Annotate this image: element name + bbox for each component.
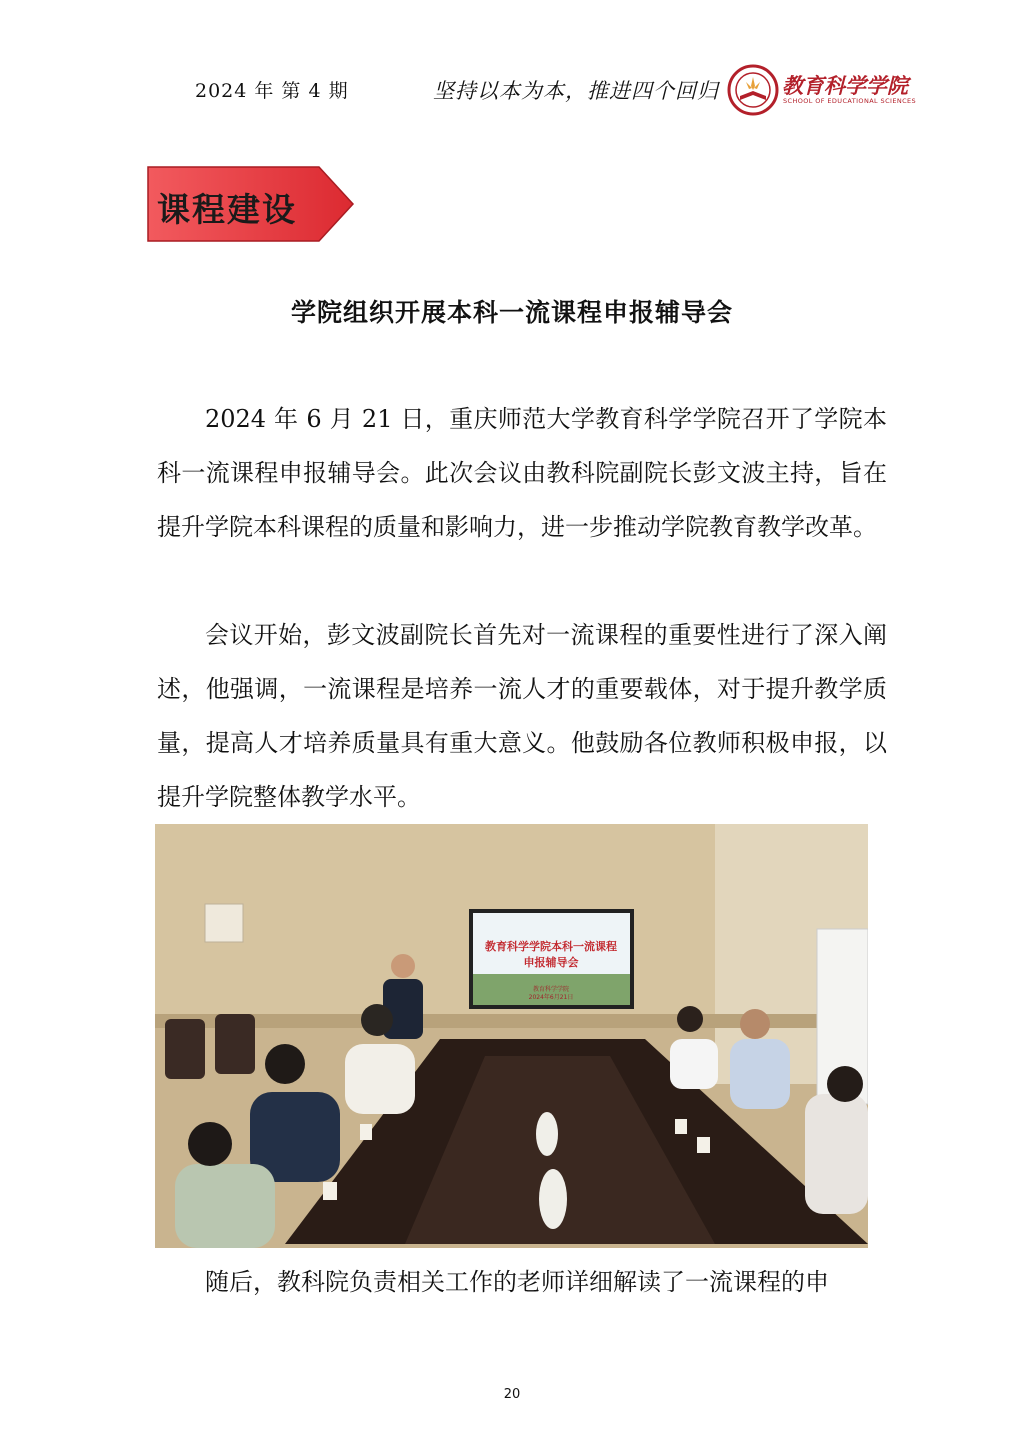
paragraph-1: 2024 年 6 月 21 日，重庆师范大学教育科学学院召开了学院本科一流课程申报辅导会。此次会议由教科院副院长彭文波主持，旨在提升学院本科课程的质量和影响力，进一步推动学院教育教学改革。	[157, 405, 887, 541]
page-number: 20	[503, 1387, 521, 1402]
section-tag	[147, 166, 355, 242]
header-slogan: 坚持以本为本，推进四个回归	[433, 79, 719, 103]
paragraph-2: 会议开始，彭文波副院长首先对一流课程的重要性进行了深入阐述，他强调，一流课程是培养一流人才的重要载体，对于提升教学质量，提高人才培养质量具有重大意义。他鼓励各位教师积极申报，以提升学院整体教学水平。	[157, 621, 887, 811]
slide-title-line1: 教育科学学院本科一流课程	[485, 940, 617, 953]
slide-footer-org: 教育科学学院	[532, 986, 570, 993]
article-title: 学院组织开展本科一流课程申报辅导会	[290, 298, 733, 327]
paragraph-3: 随后，教科院负责相关工作的老师详细解读了一流课程的申	[205, 1268, 829, 1296]
logo-subtitle: SCHOOL OF EDUCATIONAL SCIENCES	[783, 97, 917, 105]
logo-title: 教育科学学院	[782, 73, 908, 98]
school-emblem-icon	[727, 64, 779, 116]
meeting-photo	[155, 824, 868, 1248]
issue-label: 2024 年 第 4 期	[195, 80, 349, 102]
section-label: 课程建设	[157, 190, 297, 229]
slide-footer-date: 2024年6月21日	[528, 994, 574, 1001]
school-logo	[727, 64, 917, 116]
slide-title-line2: 申报辅导会	[523, 956, 579, 969]
